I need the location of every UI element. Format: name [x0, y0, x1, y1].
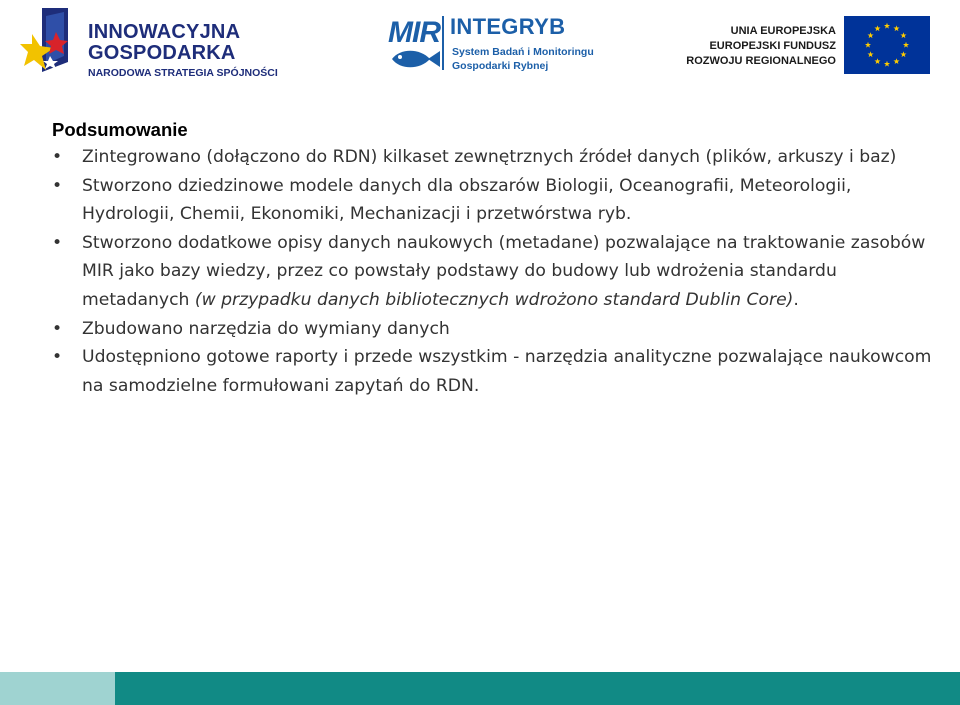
- list-item: [52, 229, 932, 315]
- footer-bar-light: [0, 672, 115, 705]
- eu-flag-icon: [844, 16, 930, 74]
- list-item-text: Stworzono dziedzinowe modele danych dla obszarów Biologii, Oceanografii, Meteorologii, Hydrologii, Chemii, Ekonomiki, Mechanizacji i przetwórstwa ryb.: [82, 175, 852, 225]
- eu-logo: [688, 14, 932, 74]
- eu-line-1: UNIA EUROPEJSKA: [730, 25, 836, 37]
- mir-integryb-logo: [388, 14, 608, 74]
- strategia-text: NARODOWA STRATEGIA SPÓJNOŚCI: [88, 67, 278, 79]
- eu-line-3: ROZWOJU REGIONALNEGO: [686, 55, 836, 67]
- gospodarka-text: GOSPODARKA: [88, 42, 236, 64]
- list-item-text: Stworzono dodatkowe opisy danych naukowych (metadane) pozwalające na traktowanie zasobów MIR jako bazy wiedzy, przez co powstały podstawy do budowy lub wdrożenia standardu metadanych: [82, 232, 926, 310]
- list-item-text: Udostępniono gotowe raporty i przede wszystkim - narzędzia analityczne pozwalające naukowcom na samodzielne formułowani zapytań do RDN.: [82, 347, 932, 396]
- eu-line-2: EUROPEJSKI FUNDUSZ: [709, 40, 836, 52]
- bullet-list: [52, 143, 932, 400]
- bullet-marker: •: [52, 175, 63, 196]
- bullet-marker: •: [52, 318, 63, 339]
- innowacyjna-text: INNOWACYJNA: [88, 21, 241, 43]
- list-item: [52, 343, 932, 400]
- mir-mark-text: MIR: [388, 16, 440, 49]
- list-item-italic-text: (w przypadku danych bibliotecznych wdrożono standard Dublin Core): [194, 289, 794, 310]
- list-item-text: Zbudowano narzędzia do wymiany danych: [82, 318, 450, 339]
- integryb-subtitle-1: System Badań i Monitoringu: [452, 46, 594, 58]
- fish-icon: [390, 48, 440, 70]
- integryb-subtitle-2: Gospodarki Rybnej: [452, 60, 549, 72]
- list-item-text: Zintegrowano (dołączono do RDN) kilkaset zewnętrznych źródeł danych (plików, arkuszy i baz): [82, 147, 897, 167]
- list-item: [52, 172, 932, 229]
- slide-heading: Podsumowanie: [52, 119, 188, 140]
- list-item: [52, 143, 932, 172]
- logo-divider: [442, 16, 444, 70]
- footer-bar-dark: [115, 672, 960, 705]
- list-item: [52, 315, 932, 344]
- innowacyjna-gospodarka-mark-icon: [20, 6, 86, 82]
- bullet-marker: •: [52, 147, 63, 167]
- integryb-title: INTEGRYB: [450, 14, 566, 39]
- bullet-marker: •: [52, 347, 63, 368]
- bullet-marker: •: [52, 232, 63, 253]
- innowacyjna-gospodarka-logo: [20, 6, 278, 82]
- slide-content: [52, 117, 932, 400]
- list-item-text-end: .: [793, 289, 799, 310]
